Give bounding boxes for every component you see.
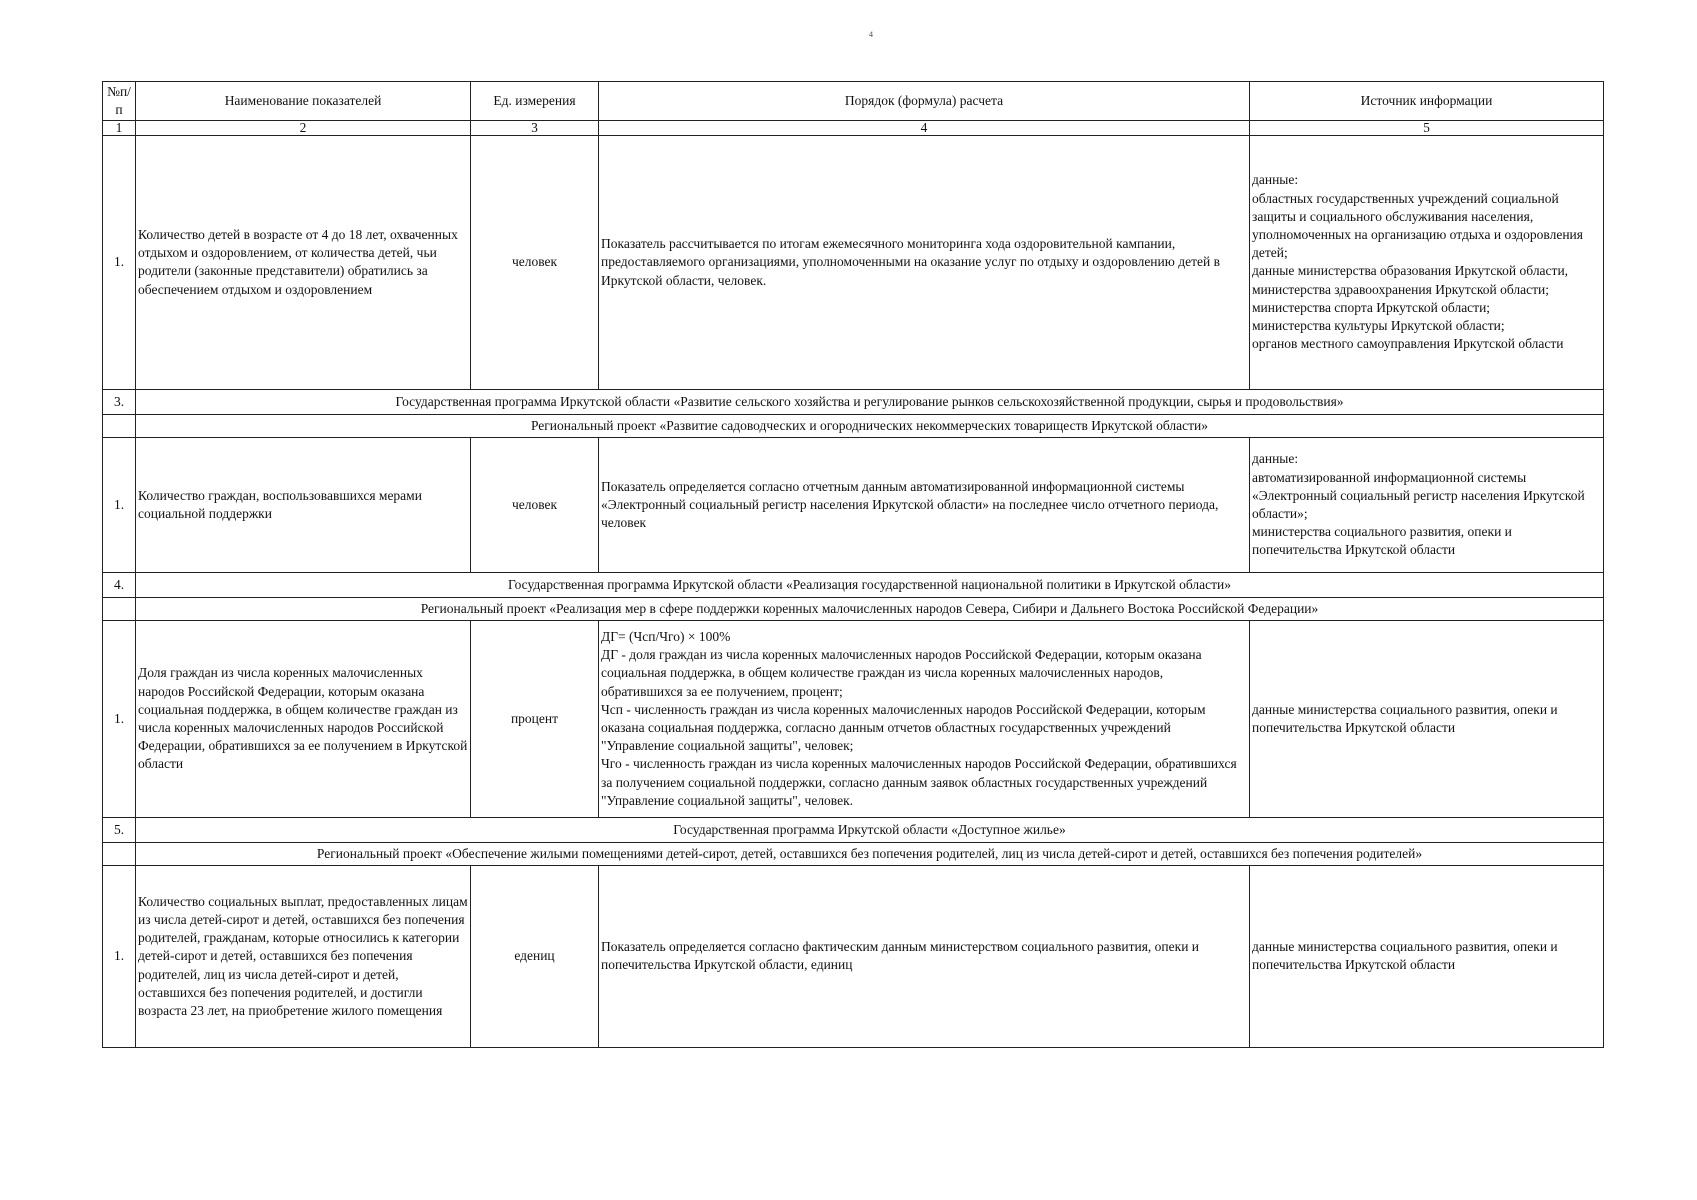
indicator-unit: человек	[471, 437, 599, 572]
column-number: 5	[1250, 121, 1604, 136]
column-number: 2	[136, 121, 471, 136]
header-name: Наименование показателей	[136, 82, 471, 121]
indicator-unit: едениц	[471, 865, 599, 1047]
program-title: Государственная программа Иркутской области «Развитие сельского хозяйства и регулирование рынков сельскохозяйственной продукции, сырья и продовольствия»	[136, 389, 1604, 414]
program-number: 5.	[103, 817, 136, 842]
column-number: 4	[599, 121, 1250, 136]
empty-cell	[103, 597, 136, 620]
table-row	[103, 865, 1604, 1047]
header-formula: Порядок (формула) расчета	[599, 82, 1250, 121]
project-row	[103, 842, 1604, 865]
project-title: Региональный проект «Реализация мер в сфере поддержки коренных малочисленных народов Севера, Сибири и Дальнего Востока Российской Федерации»	[136, 597, 1604, 620]
page-number: 4	[869, 30, 873, 39]
indicator-name: Количество детей в возрасте от 4 до 18 лет, охваченных отдыхом и оздоровлением, от количества детей, чьи родители (законные представители) обратились за обеспечением отдыхом и оздоровлением	[136, 135, 471, 389]
header-num: №п/п	[103, 82, 136, 121]
program-row	[103, 389, 1604, 414]
project-row	[103, 597, 1604, 620]
indicator-formula: ДГ= (Чсп/Чго) × 100% ДГ - доля граждан из числа коренных малочисленных народов Российской Федерации, которым оказана социальная поддержка, в общем количестве граждан из числа коренных малочисленных народов, обратившихся за ее получением, процент; Чсп - численность граждан из числа коренных малочисленных народов Российской Федерации, которым оказана социальная поддержка, согласно данным отчетов областных государственных учреждений "Управление социальной защиты", человек; Чго - численность граждан из числа коренных малочисленных народов Российской Федерации, обратившихся за получением социальной поддержки, согласно данным заявок областных государственных учреждений "Управление социальной защиты", человек.	[599, 620, 1250, 817]
empty-cell	[103, 414, 136, 437]
indicator-source: данные: областных государственных учреждений социальной защиты и социального обслуживания населения, уполномоченных на организацию отдыха и оздоровления детей; данные министерства образования Иркутской области, министерства здравоохранения Иркутской области; министерства спорта Иркутской области; министерства культуры Иркутской области; органов местного самоуправления Иркутской области	[1250, 135, 1604, 389]
indicator-formula: Показатель определяется согласно отчетным данным автоматизированной информационной системы «Электронный социальный регистр населения Иркутской области» на последнее число отчетного периода, человек	[599, 437, 1250, 572]
header-unit: Ед. измерения	[471, 82, 599, 121]
project-title: Региональный проект «Развитие садоводческих и огороднических некоммерческих товариществ Иркутской области»	[136, 414, 1604, 437]
program-row	[103, 817, 1604, 842]
indicator-name: Доля граждан из числа коренных малочисленных народов Российской Федерации, которым оказана социальная поддержка, в общем количестве граждан из числа коренных малочисленных народов Российской Федерации, обратившихся за ее получением в Иркутской области	[136, 620, 471, 817]
program-row	[103, 572, 1604, 597]
indicator-formula: Показатель определяется согласно фактическим данным министерством социального развития, опеки и попечительства Иркутской области, единиц	[599, 865, 1250, 1047]
program-number: 4.	[103, 572, 136, 597]
table-row	[103, 437, 1604, 572]
indicator-name: Количество социальных выплат, предоставленных лицам из числа детей-сирот и детей, оставшихся без попечения родителей, гражданам, которые относились к категории детей-сирот и детей, оставшихся без попечения родителей, лиц из числа детей-сирот и детей, оставшихся без попечения родителей, и достигли возраста 23 лет, на приобретение жилого помещения	[136, 865, 471, 1047]
indicator-formula: Показатель рассчитывается по итогам ежемесячного мониторинга хода оздоровительной кампании, предоставляемого организациями, уполномоченными на оказание услуг по отдыху и оздоровлению детей в Иркутской области, человек.	[599, 135, 1250, 389]
table-row	[103, 620, 1604, 817]
row-number: 1.	[103, 437, 136, 572]
indicator-name: Количество граждан, воспользовавшихся мерами социальной поддержки	[136, 437, 471, 572]
project-row	[103, 414, 1604, 437]
row-number: 1.	[103, 620, 136, 817]
table-header	[103, 82, 1604, 136]
indicator-unit: человек	[471, 135, 599, 389]
table-row	[103, 135, 1604, 389]
program-number: 3.	[103, 389, 136, 414]
indicator-unit: процент	[471, 620, 599, 817]
project-title: Региональный проект «Обеспечение жилыми помещениями детей-сирот, детей, оставшихся без попечения родителей, лиц из числа детей-сирот и детей, оставшихся без попечения родителей»	[136, 842, 1604, 865]
indicator-source: данные министерства социального развития, опеки и попечительства Иркутской области	[1250, 865, 1604, 1047]
row-number: 1.	[103, 865, 136, 1047]
indicator-source: данные министерства социального развития, опеки и попечительства Иркутской области	[1250, 620, 1604, 817]
indicator-source: данные: автоматизированной информационной системы «Электронный социальный регистр населения Иркутской области»; министерства социального развития, опеки и попечительства Иркутской области	[1250, 437, 1604, 572]
row-number: 1.	[103, 135, 136, 389]
indicators-table	[102, 81, 1604, 1048]
program-title: Государственная программа Иркутской области «Реализация государственной национальной политики в Иркутской области»	[136, 572, 1604, 597]
column-number: 1	[103, 121, 136, 136]
empty-cell	[103, 842, 136, 865]
header-source: Источник информации	[1250, 82, 1604, 121]
column-number: 3	[471, 121, 599, 136]
program-title: Государственная программа Иркутской области «Доступное жилье»	[136, 817, 1604, 842]
